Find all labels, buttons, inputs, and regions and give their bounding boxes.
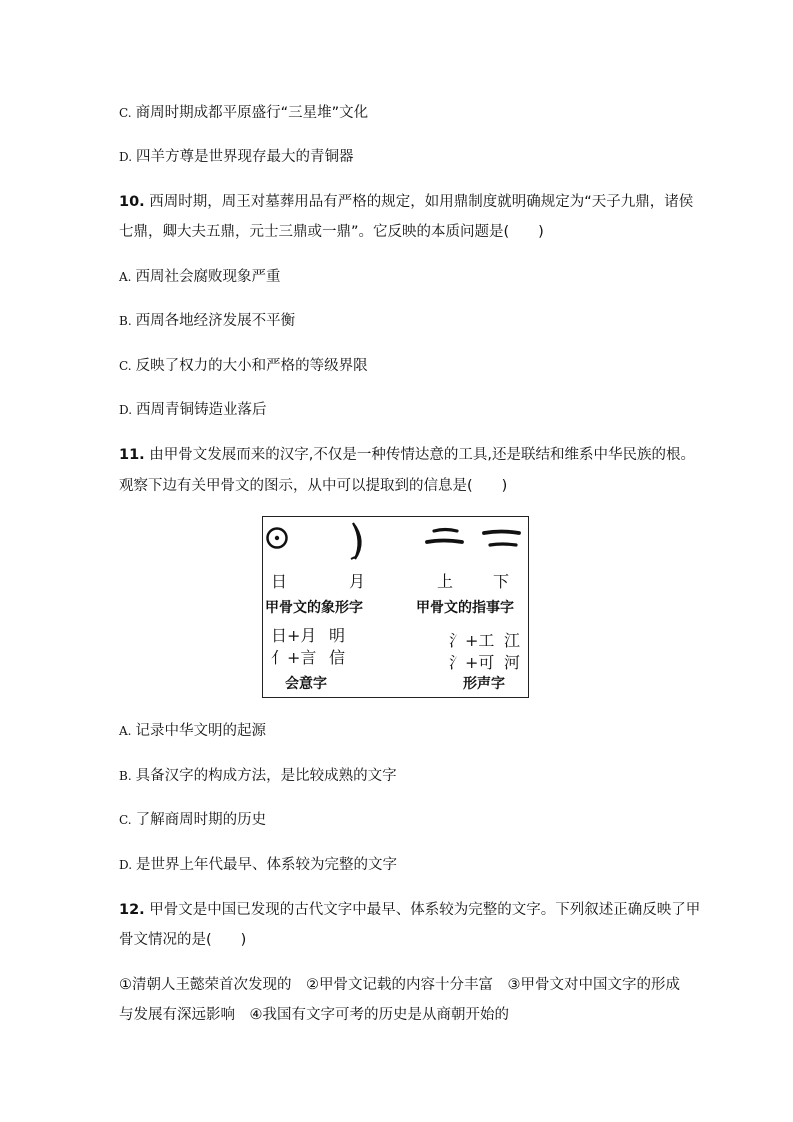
option-letter: C. — [119, 106, 132, 120]
option-text: 记录中华文明的起源 — [135, 723, 266, 739]
huiyi-result-2: 信 — [329, 648, 346, 667]
caption-associative: 会意字 — [285, 676, 327, 692]
option-letter: D. — [119, 150, 133, 164]
q12-stem-line-2 — [119, 930, 246, 950]
char-ri: 日 — [271, 572, 288, 591]
q11-option-b — [119, 766, 397, 786]
option-letter: B. — [119, 314, 132, 328]
q10-option-b — [119, 311, 295, 331]
q11-stem-line-1 — [119, 445, 695, 465]
option-letter: A. — [119, 724, 132, 738]
question-stem: 由甲骨文发展而来的汉字,不仅是一种传情达意的工具,还是联结和维系中华民族的根。 — [149, 447, 696, 463]
q11-option-d — [119, 855, 397, 875]
question-number: 12. — [119, 902, 145, 918]
xingsheng-formula-2: 氵+可 — [449, 653, 495, 672]
option-letter: C. — [119, 813, 132, 827]
xingsheng-result-2: 河 — [504, 653, 521, 672]
option-text: 西周青铜铸造业落后 — [136, 402, 267, 418]
sun-glyph-icon — [268, 529, 287, 548]
q10-stem-line-2 — [119, 222, 544, 242]
q12-statements-line-2 — [119, 1005, 509, 1025]
q10-option-c — [119, 356, 368, 376]
q11-stem-line-2 — [119, 476, 507, 496]
q9-option-d — [119, 147, 354, 167]
q12-statements-line-1 — [119, 975, 680, 995]
caption-pictograph: 甲骨文的象形字 — [265, 600, 363, 616]
q10-stem-line-1 — [119, 192, 693, 212]
question-number: 11. — [119, 447, 145, 463]
option-text: 是世界上年代最早、体系较为完整的文字 — [136, 857, 398, 873]
q12-stem-line-1 — [119, 900, 700, 920]
option-text: 了解商周时期的历史 — [135, 812, 267, 828]
option-letter: D. — [119, 858, 133, 872]
shang-glyph-icon — [427, 530, 462, 543]
question-stem: 甲骨文是中国已发现的古代文字中最早、体系较为完整的文字。下列叙述正确反映了甲 — [149, 902, 701, 918]
xingsheng-formula-1: 氵+工 — [449, 631, 495, 650]
question-number: 10. — [119, 194, 145, 210]
huiyi-formula-1: 日+月 — [271, 626, 317, 645]
caption-phonosemantic: 形声字 — [463, 676, 505, 692]
moon-glyph-icon — [351, 523, 361, 559]
option-text: 四羊方尊是世界现存最大的青铜器 — [136, 149, 354, 165]
question-stem: 观察下边有关甲骨文的图示，从中可以提取到的信息是( ) — [119, 478, 508, 494]
char-xia: 下 — [493, 572, 510, 591]
option-text: 反映了权力的大小和严格的等级界限 — [135, 358, 368, 374]
option-letter: B. — [119, 769, 132, 783]
q10-option-d — [119, 400, 267, 420]
option-letter: C. — [119, 359, 132, 373]
question-stem: 骨文情况的是( ) — [119, 932, 247, 948]
option-letter: A. — [119, 270, 132, 284]
xingsheng-result-1: 江 — [504, 631, 521, 650]
option-text: 商周时期成都平原盛行“三星堆”文化 — [135, 105, 369, 121]
q10-option-a — [119, 267, 280, 287]
option-text: 具备汉字的构成方法，是比较成熟的文字 — [135, 768, 397, 784]
question-stem: 西周时期，周王对墓葬用品有严格的规定，如用鼎制度就明确规定为“天子九鼎，诸侯 — [149, 194, 694, 210]
char-yue: 月 — [349, 572, 366, 591]
q11-option-c — [119, 810, 266, 830]
statement-text: 与发展有深远影响 ④我国有文字可考的历史是从商朝开始的 — [119, 1007, 509, 1023]
q9-option-c — [119, 103, 368, 123]
huiyi-result-1: 明 — [329, 626, 346, 645]
statement-text: ①清朝人王懿荣首次发现的 ②甲骨文记载的内容十分丰富 ③甲骨文对中国文字的形成 — [119, 977, 680, 993]
option-text: 西周各地经济发展不平衡 — [135, 313, 296, 329]
xia-glyph-icon — [484, 532, 519, 546]
option-letter: D. — [119, 403, 133, 417]
option-text: 西周社会腐败现象严重 — [135, 269, 281, 285]
caption-indicative: 甲骨文的指事字 — [416, 600, 514, 616]
char-shang: 上 — [437, 572, 454, 591]
huiyi-formula-2: 亻+言 — [271, 648, 317, 667]
q11-option-a — [119, 721, 266, 741]
question-stem: 七鼎，卿大夫五鼎，元士三鼎或一鼎”。它反映的本质问题是( ) — [119, 224, 544, 240]
oracle-bone-figure — [262, 516, 529, 698]
